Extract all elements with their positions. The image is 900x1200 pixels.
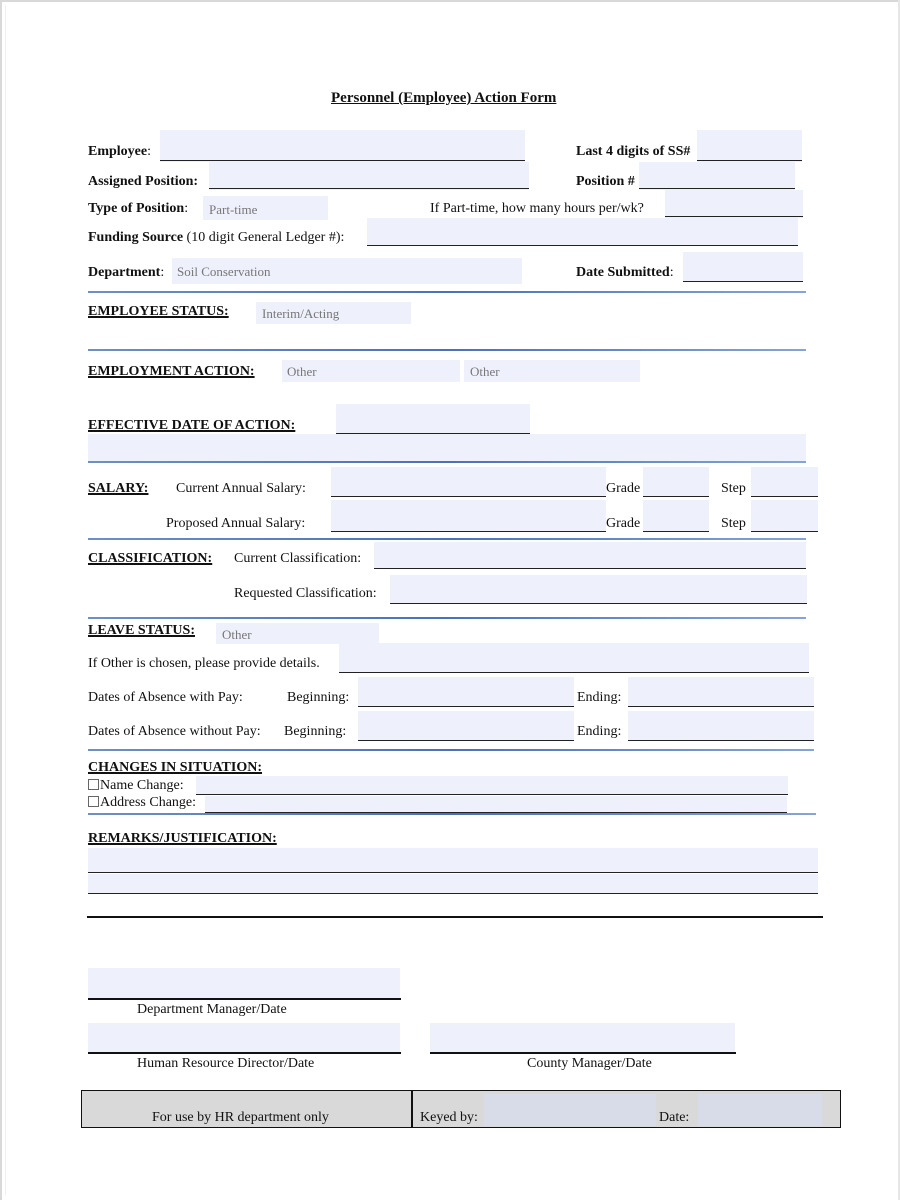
hours-label: If Part-time, how many hours per/wk? — [430, 201, 644, 216]
with-pay-beginning-underline — [358, 706, 574, 707]
address-change-checkbox[interactable] — [88, 796, 99, 807]
department-manager-signature-line — [88, 998, 401, 1000]
effective-date-heading: EFFECTIVE DATE OF ACTION: — [88, 418, 296, 433]
without-pay-beginning-underline — [358, 740, 574, 741]
hr-use-label: For use by HR department only — [152, 1110, 329, 1125]
proposed-grade-field[interactable] — [643, 500, 709, 532]
page-edge — [0, 0, 2, 1200]
remarks-line-1-field[interactable] — [88, 848, 818, 872]
proposed-step-label: Step — [721, 516, 746, 531]
keyed-by-field[interactable] — [484, 1094, 656, 1126]
without-pay-ending-underline — [628, 740, 814, 741]
employee-label: Employee: — [88, 144, 151, 159]
effective-date-notes-field[interactable] — [88, 434, 806, 462]
proposed-step-underline — [751, 531, 818, 532]
employment-action-value-1: Other — [287, 364, 317, 379]
position-number-label: Position # — [576, 174, 635, 189]
department-manager-signature-field[interactable] — [88, 968, 400, 998]
address-change-field[interactable] — [205, 796, 787, 812]
other-details-field[interactable] — [339, 643, 809, 673]
funding-source-field[interactable] — [367, 218, 798, 246]
county-manager-caption: County Manager/Date — [527, 1056, 652, 1071]
address-change-label: Address Change: — [100, 795, 197, 810]
proposed-salary-underline — [331, 531, 606, 532]
employee-status-value: Interim/Acting — [262, 306, 340, 321]
employee-underline — [160, 160, 525, 161]
hr-director-signature-line — [88, 1052, 401, 1054]
funding-source-label: Funding Source (10 digit General Ledger #): — [88, 230, 345, 245]
type-of-position-label: Type of Position: — [88, 201, 189, 216]
current-step-field[interactable] — [751, 467, 818, 497]
current-step-underline — [751, 496, 818, 497]
proposed-step-field[interactable] — [751, 500, 818, 532]
current-classification-label: Current Classification: — [234, 551, 362, 566]
with-pay-ending-underline — [628, 706, 814, 707]
remarks-line-2-field[interactable] — [88, 874, 818, 894]
with-pay-ending-label: Ending: — [577, 690, 622, 705]
with-pay-beginning-field[interactable] — [358, 677, 574, 707]
salary-heading: SALARY: — [88, 481, 149, 496]
absence-with-pay-label: Dates of Absence with Pay: — [88, 690, 243, 705]
assigned-position-underline — [209, 188, 529, 189]
ss-underline — [697, 160, 802, 161]
section-divider — [88, 461, 806, 463]
proposed-grade-underline — [643, 531, 709, 532]
page-edge — [0, 0, 900, 2]
proposed-salary-label: Proposed Annual Salary: — [166, 516, 306, 531]
position-number-field[interactable] — [639, 162, 795, 190]
ss-label: Last 4 digits of SS# — [576, 144, 691, 159]
hr-use-divider — [411, 1090, 413, 1128]
name-change-underline — [196, 794, 788, 795]
employee-field[interactable] — [160, 130, 525, 162]
position-number-underline — [639, 188, 795, 189]
assigned-position-label: Assigned Position: — [88, 174, 199, 189]
hr-date-label: Date: — [659, 1110, 690, 1125]
county-manager-signature-line — [430, 1052, 736, 1054]
date-submitted-underline — [683, 281, 803, 282]
funding-source-underline — [367, 245, 798, 246]
remarks-heading: REMARKS/JUSTIFICATION: — [88, 831, 277, 846]
date-submitted-field[interactable] — [683, 252, 803, 282]
requested-classification-underline — [390, 603, 807, 604]
with-pay-beginning-label: Beginning: — [287, 690, 350, 705]
address-change-row — [88, 795, 196, 811]
hr-date-field[interactable] — [698, 1094, 822, 1126]
keyed-by-label: Keyed by: — [420, 1110, 478, 1125]
department-label: Department: — [88, 265, 165, 280]
without-pay-ending-field[interactable] — [628, 711, 814, 741]
without-pay-beginning-field[interactable] — [358, 711, 574, 741]
current-classification-field[interactable] — [374, 542, 806, 569]
employment-action-value-2: Other — [470, 364, 500, 379]
absence-without-pay-label: Dates of Absence without Pay: — [88, 724, 261, 739]
ss-field[interactable] — [697, 130, 802, 162]
without-pay-beginning-label: Beginning: — [284, 724, 347, 739]
name-change-field[interactable] — [196, 776, 788, 794]
current-classification-underline — [374, 568, 806, 569]
section-divider — [88, 538, 806, 540]
date-submitted-label: Date Submitted: — [576, 265, 674, 280]
department-manager-caption: Department Manager/Date — [137, 1002, 287, 1017]
page-title: Personnel (Employee) Action Form — [331, 90, 557, 106]
county-manager-signature-field[interactable] — [430, 1023, 735, 1052]
hours-field[interactable] — [665, 190, 803, 218]
with-pay-ending-field[interactable] — [628, 677, 814, 707]
effective-date-field[interactable] — [336, 404, 530, 434]
classification-heading: CLASSIFICATION: — [88, 551, 213, 566]
other-details-label: If Other is chosen, please provide details. — [88, 656, 320, 671]
current-grade-label: Grade — [606, 481, 641, 496]
section-divider — [88, 813, 816, 815]
current-grade-underline — [643, 496, 709, 497]
remarks-line-1-underline — [88, 872, 818, 873]
page-edge — [5, 5, 6, 1195]
proposed-grade-label: Grade — [606, 516, 641, 531]
name-change-checkbox[interactable] — [88, 779, 99, 790]
assigned-position-field[interactable] — [209, 162, 529, 190]
proposed-salary-field[interactable] — [331, 500, 606, 532]
leave-status-heading: LEAVE STATUS: — [88, 623, 195, 638]
name-change-label: Name Change: — [100, 778, 184, 793]
name-change-row — [88, 778, 184, 794]
department-value: Soil Conservation — [177, 264, 271, 279]
section-divider — [88, 617, 806, 619]
requested-classification-label: Requested Classification: — [234, 586, 377, 601]
hr-director-caption: Human Resource Director/Date — [137, 1056, 315, 1071]
type-of-position-value: Part-time — [209, 202, 258, 217]
current-salary-label: Current Annual Salary: — [176, 481, 306, 496]
changes-heading: CHANGES IN SITUATION: — [88, 760, 262, 775]
current-grade-field[interactable] — [643, 467, 709, 497]
remarks-line-2-underline — [88, 893, 818, 894]
requested-classification-field[interactable] — [390, 575, 807, 604]
current-step-label: Step — [721, 481, 746, 496]
without-pay-ending-label: Ending: — [577, 724, 622, 739]
employee-status-heading: EMPLOYEE STATUS: — [88, 304, 229, 319]
current-salary-underline — [331, 496, 606, 497]
section-divider — [88, 349, 806, 351]
section-divider — [88, 749, 814, 751]
hr-director-signature-field[interactable] — [88, 1023, 400, 1052]
hours-underline — [665, 216, 803, 217]
employment-action-heading: EMPLOYMENT ACTION: — [88, 364, 255, 379]
section-divider — [88, 291, 806, 293]
other-details-underline — [339, 672, 809, 673]
current-salary-field[interactable] — [331, 467, 606, 497]
leave-status-value: Other — [222, 627, 252, 642]
remarks-bottom-rule — [87, 916, 823, 918]
